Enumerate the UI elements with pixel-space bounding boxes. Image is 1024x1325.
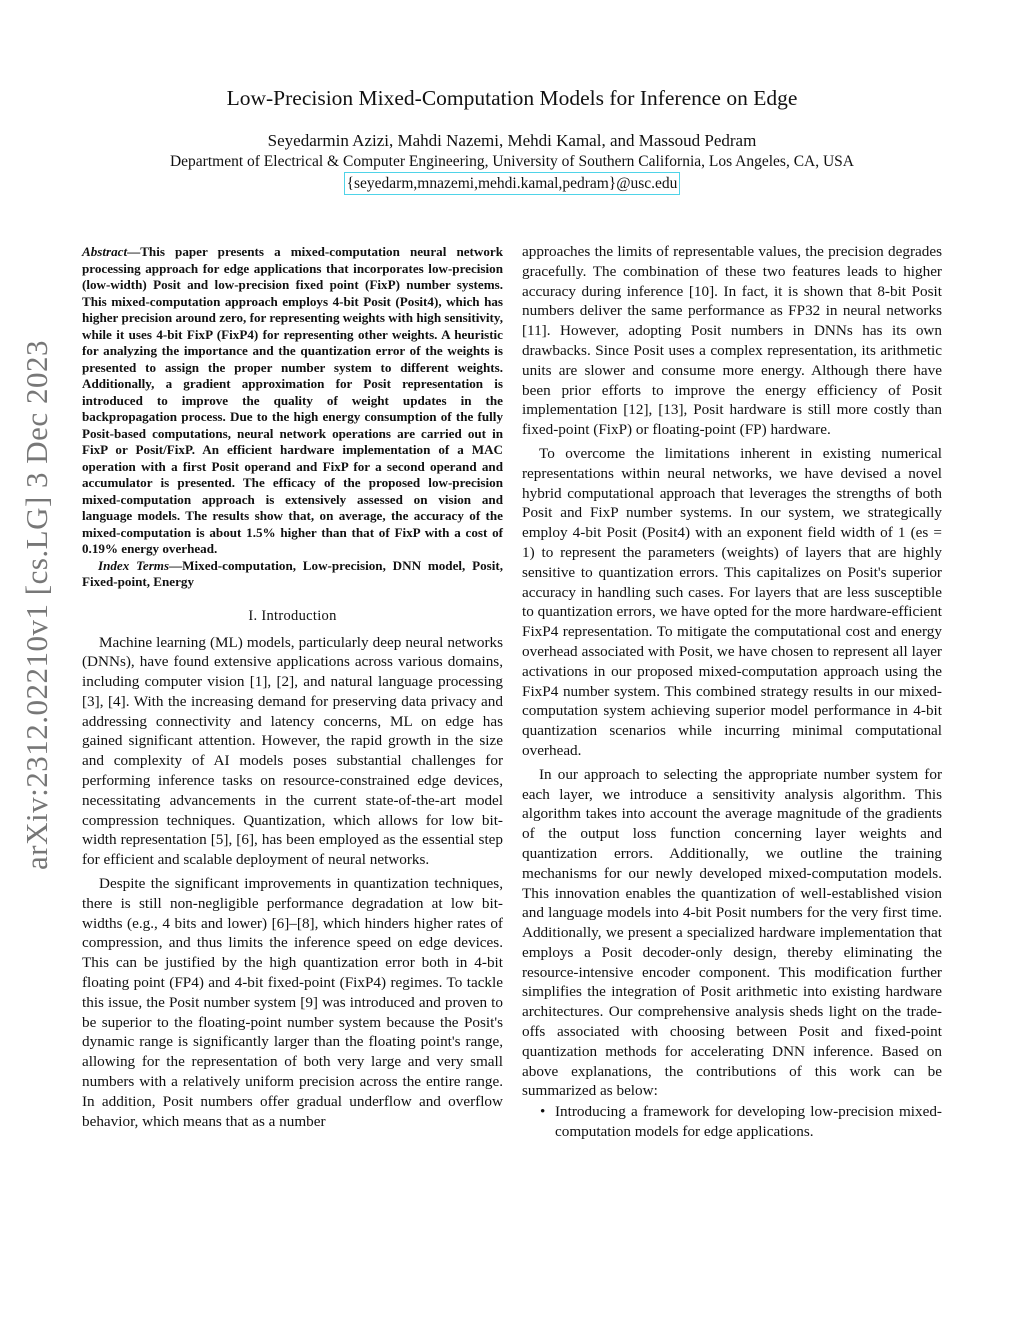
left-column [82,244,503,1131]
abstract-text: —This paper presents a mixed-computation neural network processing approach for edge applications that incorporates low-precision (low-width) Posit and low-precision fixed point (FixP) number systems. This mixed-computation approach employs 4-bit Posit (Posit4), which has higher precision around zero, for representing weights with high sensitivity, while it uses 4-bit FixP (FixP4) for representing other weights. A heuristic for analyzing the importance and the quantization error of the weights is presented to assign the proper number system to different weights. Additionally, a gradient approximation for Posit representation is introduced to improve the quality of weight updates in the backpropagation process. Due to the high energy consumption of the fully Posit-based computations, neural network operations are carried out in FixP or Posit/FixP. An efficient hardware implementation of a MAC operation with a first Posit operand and FixP for a second operand and accumulator is presented. The efficacy of the proposed low-precision mixed-computation approach is extensively assessed on vision and language models. The results show that, on average, the accuracy of the mixed-computation is about 1.5% higher than that of FixP with a cost of 0.19% energy overhead. [82,244,503,556]
index-terms-text: —Mixed-computation, Low-precision, DNN model, Posit, Fixed-point, Energy [82,557,504,589]
abstract-lead: Abstract [82,244,128,259]
body-paragraph: approaches the limits of representable values, the precision degrades gracefully. The combination of these two features leads to higher accuracy during inference [10]. In fact, it is shown that 8-bit Posit numbers deliver the same performance as FP32 in neural networks [11]. However, adopting Posit numbers in DNNs has its own drawbacks. Since Posit uses a complex representation, its arithmetic units are slower and consume more energy. Although there have been prior efforts to improve the energy efficiency of Posit implementation [12], [13], Posit hardware is still more costly than fixed-point (FixP) or floating-point (FP) hardware. [522,243,942,439]
index-terms [82,558,503,591]
bullet-icon: • [540,1103,546,1121]
arxiv-stamp-text: arXiv:2312.02210v1 [cs.LG] 3 Dec 2023 [19,340,54,870]
author-list: Seyedarmin Azizi, Mahdi Nazemi, Mehdi Kamal, and Massoud Pedram [267,131,757,150]
email-link[interactable]: {seyedarm,mnazemi,mehdi.kamal,pedram}@usc.edu [344,172,681,195]
arxiv-stamp [17,255,57,955]
abstract [82,244,503,558]
list-item [522,1102,942,1142]
body-paragraph: Despite the significant improvements in quantization techniques, there is still non-negligible performance degradation at low bit-widths (e.g., 4 bits and lower) [6]–[8], which hinders higher rates of compression, and thus limits the inference speed on edge devices. This can be justified by the high quantization error both in 4-bit floating point (FP4) and 4-bit fixed-point (FixP4) regimes. To tackle this issue, the Posit number system [9] was introduced and proven to be superior to the floating-point number system because the Posit's dynamic range is significantly larger than the floating point's range, allowing for the representation of both very large and very small numbers with a relatively uniform precision across the entire range. In addition, Posit numbers offer gradual underflow and overflow behavior, which means that as a number [82,875,503,1130]
body-paragraph: Machine learning (ML) models, particularly deep neural networks (DNNs), have found extensive applications across various domains, including computer vision [1], [2], and natural language processing [3], [4]. With the increasing demand for preserving data privacy and addressing connectivity and latency concerns, ML on edge has gained significant attention. However, the rapid growth in the size and complexity of AI models poses substantial challenges for performing inference tasks on resource-constrained edge devices, necessitating advancements in the current state-of-the-art model compression techniques. Quantization, which allows for low bit-width representation [5], [6], has been employed as the essential step for efficient and scalable deployment of neural networks. [82,633,503,869]
list-item-text: Introducing a framework for developing low-precision mixed-computation models for edge applications. [555,1103,942,1141]
section-heading: I. Introduction [248,607,337,624]
body-paragraph: To overcome the limitations inherent in existing numerical representations within neural networks, we have devised a novel hybrid computational approach that leverages the strengths of both Posit and FixP number systems. In our system, we strategically employ 4-bit Posit (Posit4) with an exponent field width of 1 (es = 1) to represent the parameters (weights) of layers that are highly sensitive to quantization errors. This capitalizes on Posit's superior accuracy in handling such cases. For layers that are less susceptible to quantization errors, we have opted for the more hardware-efficient FixP4 representation. To mitigate the computational cost and energy overhead associated with Posit, we have chosen to represent all layer activations in our proposed mixed-computation approach using the FixP4 number system. This combined strategy results in our mixed-computation system achieving superior model performance in 4-bit quantization scenarios while incurring minimal computational overhead. [522,444,942,759]
body-paragraph: In our approach to selecting the appropriate number system for each layer, we introduce a sensitivity analysis algorithm. This algorithm takes into account the average magnitude of the gradients of the output loss function concerning layer weights and quantization errors. Additionally, we outline the training mechanisms for our newly developed mixed-computation models. This innovation enables the quantization of well-established vision and language models into 4-bit Posit numbers for the very first time. Additionally, we present a specialized hardware implementation that employs a Posit decoder-only design, thereby eliminating the resource-intensive encoder component. This modification further simplifies the integration of Posit arithmetic into existing hardware architectures. Our comprehensive analysis sheds light on the trade-offs associated with choosing between Posit and fixed-point quantization methods for accelerating DNN inference. Based on above explanations, the contributions of this work can be summarized as below: [522,765,942,1100]
right-column [522,242,942,1142]
paper-title: Low-Precision Mixed-Computation Models for Inference on Edge [226,86,798,110]
index-terms-lead: Index Terms [98,557,170,573]
affiliation: Department of Electrical & Computer Engineering, University of Southern California, Los Angeles, CA, USA [169,153,854,170]
